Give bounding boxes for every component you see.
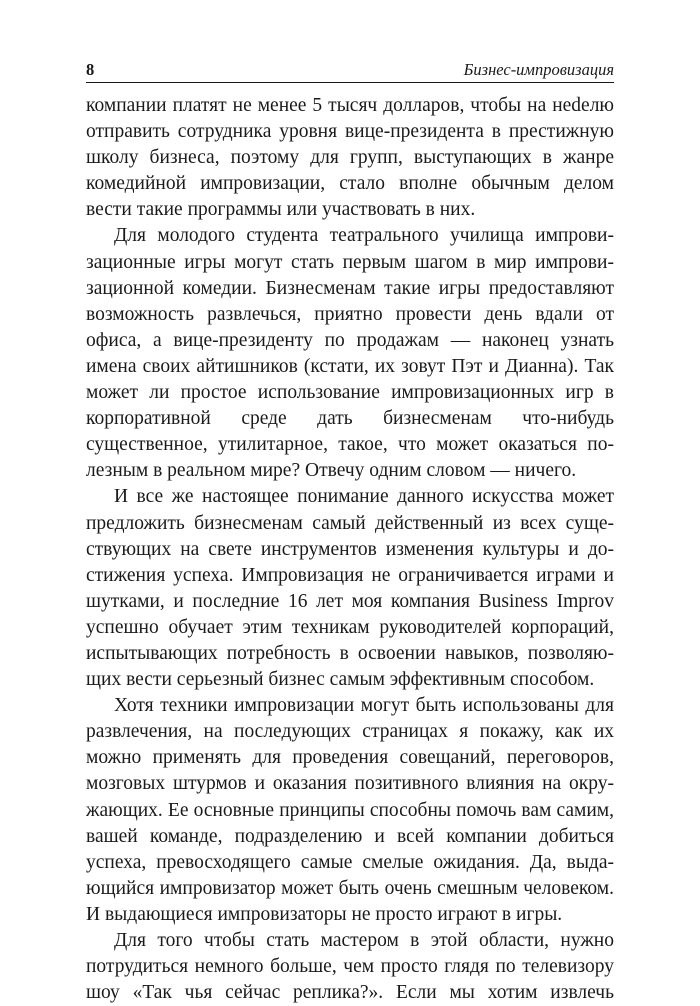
paragraph-continues: Для того чтобы стать мастером в этой области, нужно потрудиться немного больше, чем просто глядя по телевизору шоу «Так чья сейчас реплика?». Если мы хотим извлечь (86, 930, 614, 1004)
paragraph: Для молодого студента театрального училища импровизационные игры могут стать первым шагом в мир импровизационной комедии. Бизнесменам такие игры предоставляют возможность развлечься, приятно провести день вдали от офиса, а вице-президенту по продажам — наконец узнать имена своих айтишников (кстати, их зовут Пэт и Дианна). Так может ли простое использование импровизационных игр в корпоративной среде дать бизнесменам что-нибудь существенное, утилитарное, такое, что может оказаться полезным в реальном мире? Отвечу одним словом — ничего. (86, 225, 614, 482)
paragraph: Хотя техники импровизации могут быть использованы для развлечения, на последующих страницах я покажу, как их можно применять для проведения совещаний, переговоров, мозговых штурмов и оказания позитивного влияния на окружающих. Ее основные принципы способны помочь вам самим, вашей команде, подразделению и всей компании добиться успеха, превосходящего самые смелые ожидания. Да, выдающийся импровизатор может быть очень смешным человеком. И выдающиеся импровизаторы не просто играют в игры. (86, 695, 614, 925)
page-number: 8 (86, 60, 95, 79)
body-text (86, 93, 614, 1006)
running-header (86, 58, 614, 83)
paragraph: И все же настоящее понимание данного искусства может предложить бизнесменам самый действенный из всех существующих на свете инструментов изменения культуры и достижения успеха. Импровизация не ограничивается играми и шутками, и последние 16 лет моя компания Business Improv успешно обучает этим техникам руководителей корпораций, испытывающих потребность в освоении навыков, позволяющих вести серьезный бизнес самым эффективным способом. (86, 486, 614, 691)
running-title: Бизнес-импровизация (463, 60, 614, 79)
book-page (86, 58, 614, 1006)
paragraph-continuation: компании платят не менее 5 тысяч долларов, чтобы на неdелю отправить сотрудника уровня вице-президента в престижную школу бизнеса, поэтому для групп, выступающих в жанре комедийной импровизации, стало вполне обычным делом вести такие программы или участвовать в них. (86, 95, 614, 221)
